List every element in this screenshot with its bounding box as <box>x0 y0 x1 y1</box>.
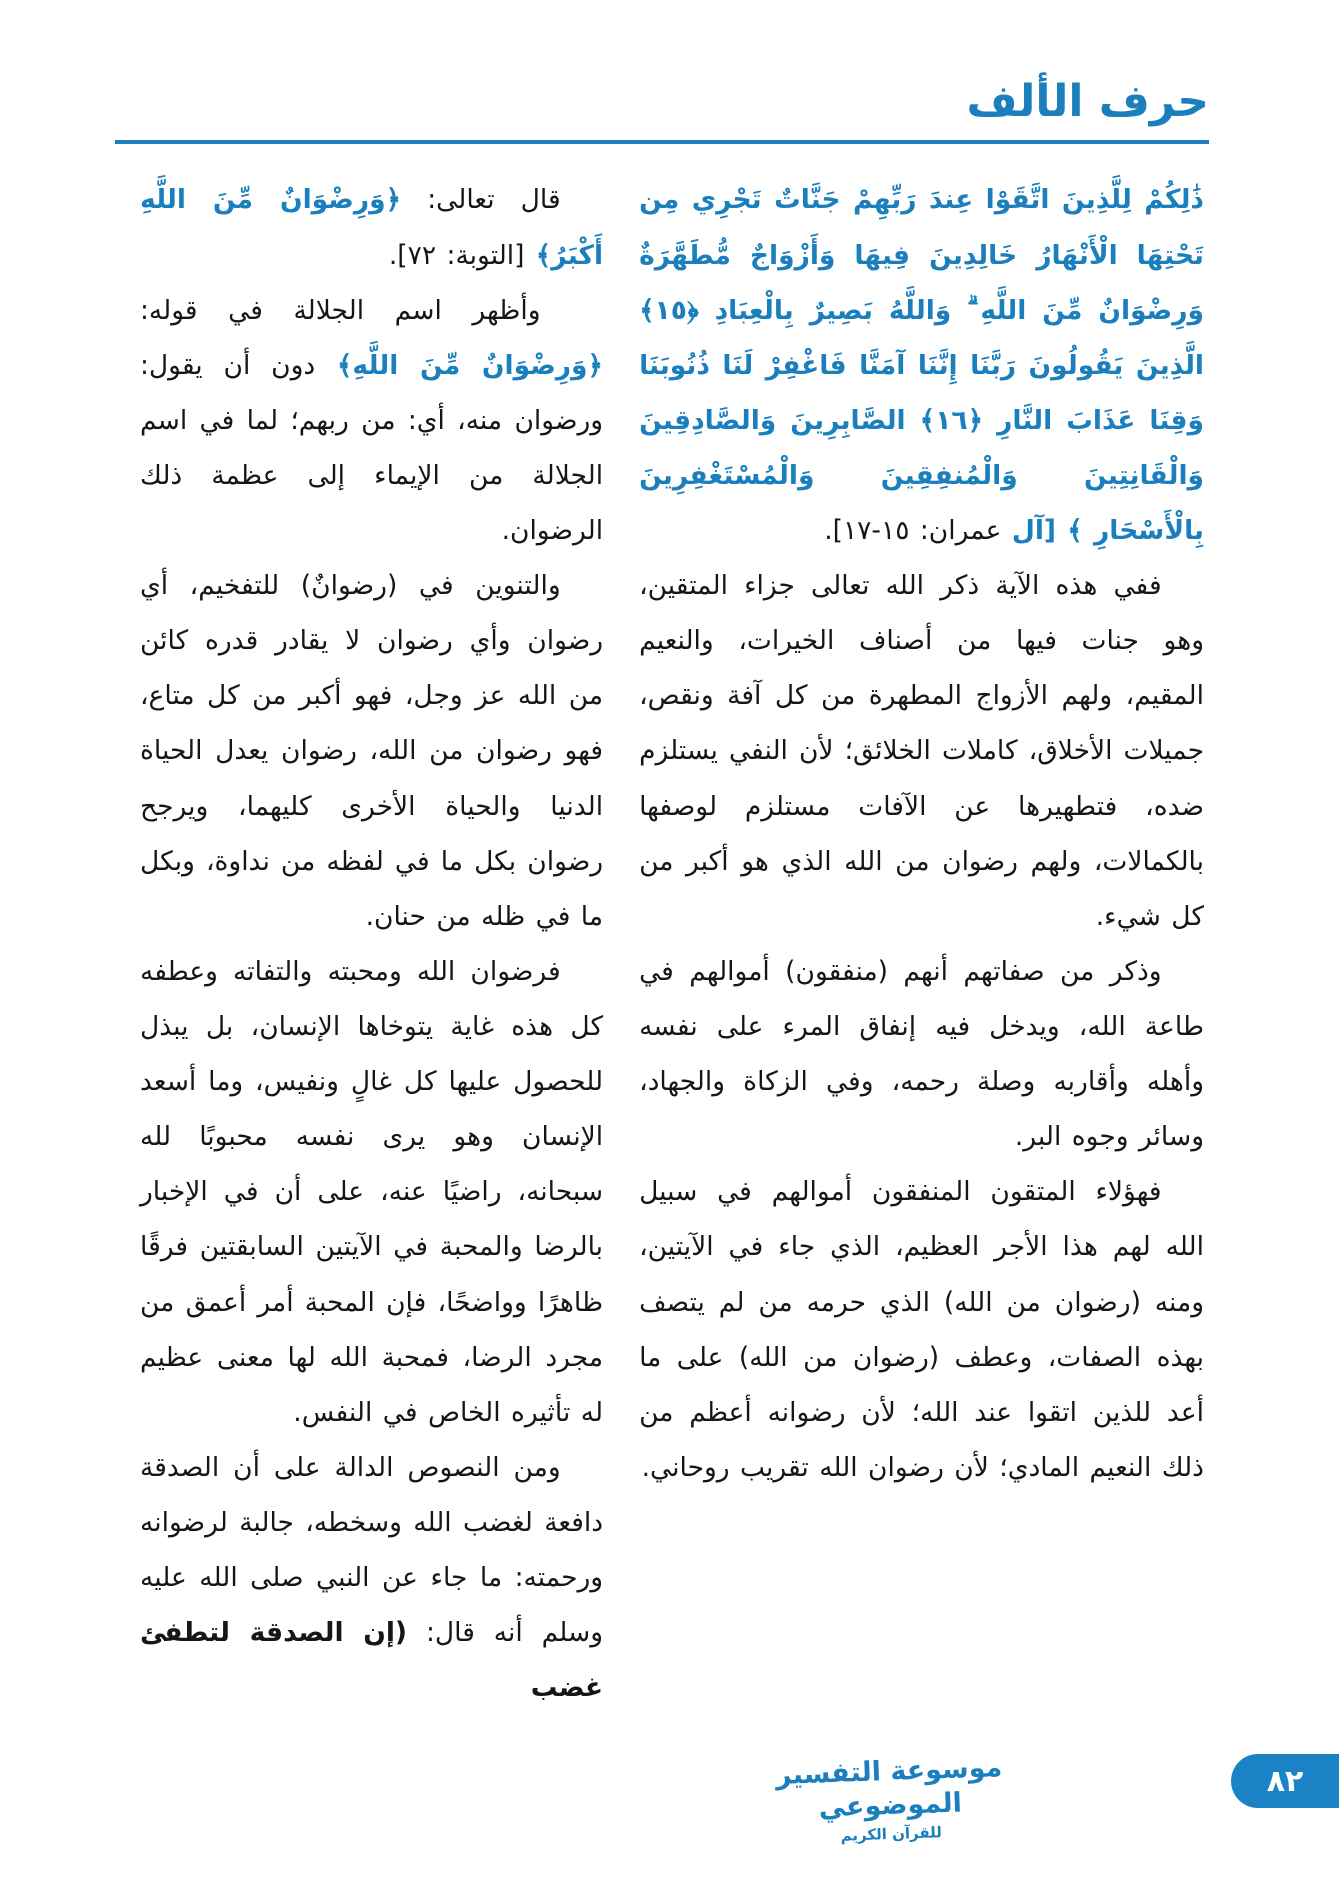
page-number-tab <box>1231 1754 1339 1808</box>
citation-reference: [التوبة: ٧٢]. <box>388 239 525 271</box>
body-paragraph: والتنوين في (رضوانٌ) للتفخيم، أي رضوان وأي رضوان لا يقادر قدره كائن من الله عز وجل، فهو أكبر من كل متاع، فهو رضوان من الله، رضوان يعدل الحياة الدنيا والحياة الأخرى كليهما، ويرجح رضوان بكل ما في لفظه من نداوة، وبكل ما في ظله من حنان. <box>140 570 604 932</box>
page-number: ٨٢ <box>1266 1763 1304 1799</box>
hadith-bold-text: (إن الصدقة لتطفئ غضب <box>140 1617 604 1704</box>
publisher-logo-title: موسوعة التفسير الموضوعي <box>775 1751 1003 1823</box>
citation-intro: قال تعالى: <box>401 184 561 216</box>
publisher-logo-subtitle: للقرآن الكريم <box>840 1822 943 1844</box>
publisher-logo <box>754 1750 1027 1847</box>
body-paragraph <box>140 283 603 559</box>
paragraph-start: وأظهر اسم الجلالة في قوله: <box>140 294 541 326</box>
chapter-title: حرف الألف <box>966 76 1209 127</box>
left-column <box>140 172 603 1715</box>
verse-reference: عمران: ١٥-١٧]. <box>824 515 1002 547</box>
body-paragraph: ففي هذه الآية ذكر الله تعالى جزاء المتقين، وهو جنات فيها من أصناف الخيرات، والنعيم المقيم، ولهم الأزواج المطهرة من كل آفة ونقص، جميلات الأخلاق، كاملات الخلائق؛ لأن النفي يستلزم ضده، فتطهيرها عن الآفات مستلزم لوصفها بالكمالات، ولهم رضوان من الله الذي هو أكبر من كل شيء. <box>639 570 1204 932</box>
body-paragraph: فرضوان الله ومحبته والتفاته وعطفه كل هذه غاية يتوخاها الإنسان، بل يبذل للحصول عليها كل غالٍ ونفيس، وما أسعد الإنسان وهو يرى نفسه محبوبًا لله سبحانه، راضيًا عنه، على أن في الإخبار بالرضا والمحبة في الآيتين السابقتين فرقًا ظاهرًا وواضحًا، فإن المحبة أمر أعمق من مجرد الرضا، فمحبة الله لها معنى عظيم له تأثيره الخاص في النفس. <box>140 955 604 1428</box>
body-paragraph <box>140 1440 603 1716</box>
right-column <box>639 172 1204 1495</box>
page-header <box>0 0 1339 144</box>
quran-inline-quote: ﴿وَرِضْوَانٌ مِّنَ اللَّهِ أَكْبَرُ﴾ <box>140 184 604 271</box>
quran-verse-paragraph <box>639 172 1204 558</box>
body-paragraph: فهؤلاء المتقون المنفقون أموالهم في سبيل الله لهم هذا الأجر العظيم، الذي جاء في الآيتين، ومنه (رضوان من الله) الذي حرمه من لم يتصف بهذه الصفات، وعطف (رضوان من الله) على ما أعد للذين اتقوا عند الله؛ لأن رضوانه أعظم من ذلك النعيم المادي؛ لأن رضوان الله تقريب روحاني. <box>639 1176 1204 1483</box>
paragraph-start: ومن النصوص الدالة على أن الصدقة دافعة لغضب الله وسخطه، جالبة لرضوانه ورحمته: ما جاء عن النبي صلى الله عليه وسلم أنه قال: <box>140 1451 604 1649</box>
text-columns <box>0 144 1339 1715</box>
quran-verse-text: ذَٰلِكُمْ لِلَّذِينَ اتَّقَوْا عِندَ رَبِّهِمْ جَنَّاتٌ تَجْرِي مِن تَحْتِهَا الْأَنْهَارُ خَالِدِينَ فِيهَا وَأَزْوَاجٌ مُّطَهَّرَةٌ وَرِضْوَانٌ مِّنَ اللَّهِ ۗ وَاللَّهُ بَصِيرٌ بِالْعِبَادِ ﴿١٥﴾ الَّذِينَ يَقُولُونَ رَبَّنَا إِنَّنَا آمَنَّا فَاغْفِرْ لَنَا ذُنُوبَنَا وَقِنَا عَذَابَ النَّارِ ﴿١٦﴾ الصَّابِرِينَ وَالصَّادِقِينَ وَالْقَانِتِينَ وَالْمُنفِقِينَ وَالْمُسْتَغْفِرِينَ بِالْأَسْحَارِ ﴾ [آل <box>639 184 1204 547</box>
paragraph-rest: دون أن يقول: ورضوان منه، أي: من ربهم؛ لما في اسم الجلالة من الإيماء إلى عظمة ذلك الرضوان. <box>140 349 604 547</box>
body-paragraph: وذكر من صفاتهم أنهم (منفقون) أموالهم في طاعة الله، ويدخل فيه إنفاق المرء على نفسه وأهله وأقاربه وصلة رحمه، وفي الزكاة والجهاد، وسائر وجوه البر. <box>639 955 1204 1153</box>
citation-paragraph <box>140 172 603 282</box>
quran-inline-quote: ﴿وَرِضْوَانٌ مِّنَ اللَّهِ﴾ <box>315 349 604 381</box>
